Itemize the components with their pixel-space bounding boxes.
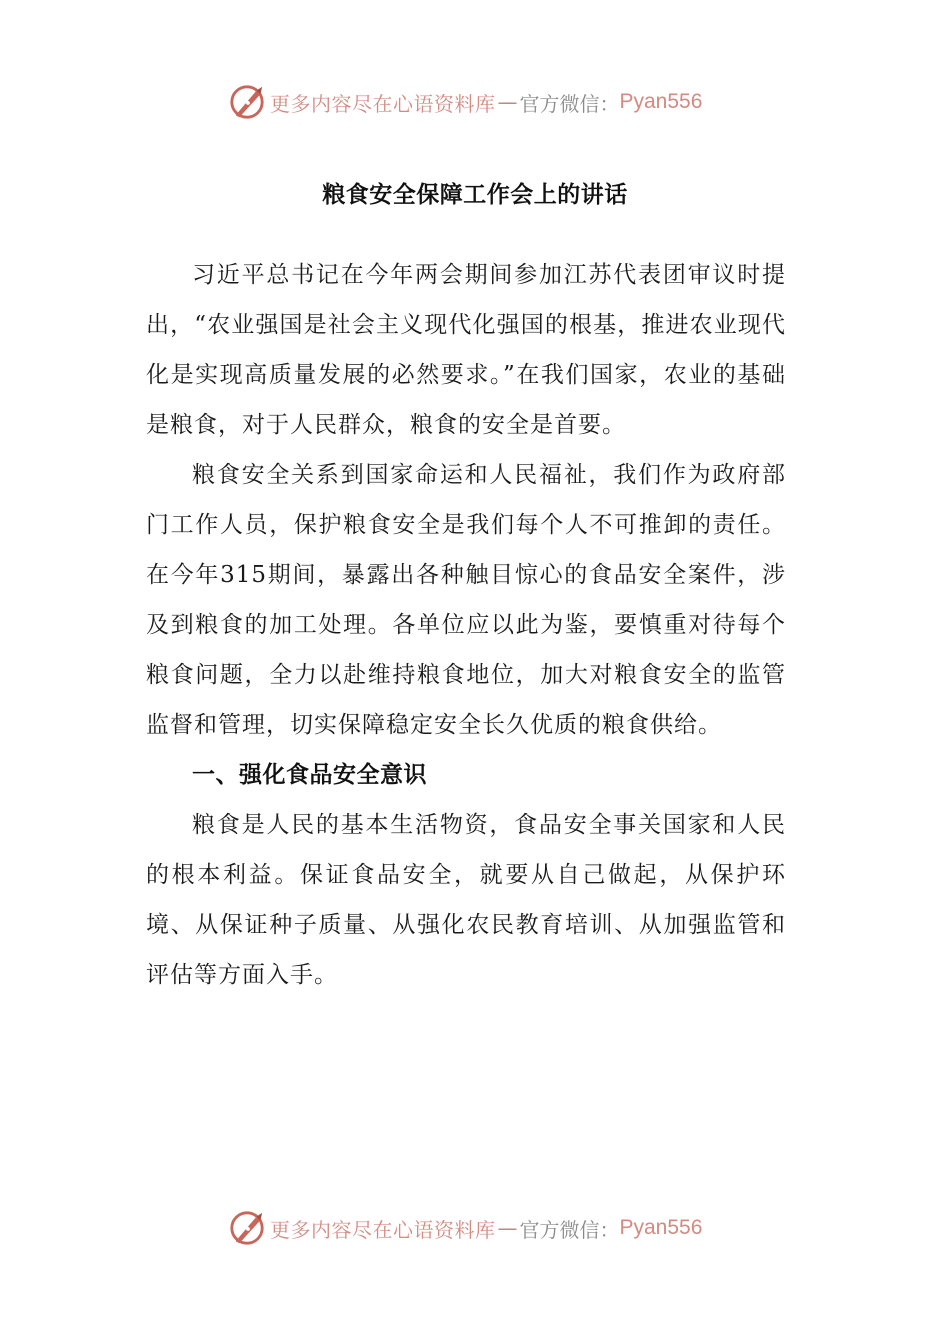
watermark-wechat-label: 官方微信： <box>519 1217 620 1242</box>
section-heading-1: 一、强化食品安全意识 <box>192 762 427 788</box>
document-body <box>146 250 786 1000</box>
pen-nib-logo-icon <box>228 1209 266 1247</box>
body-paragraph-2: 粮食安全关系到国家命运和人民福祉，我们作为政府部门工作人员，保护粮食安全是我们每个人不可推卸的责任。在今年315期间，暴露出各种触目惊心的食品安全案件，涉及到粮食的加工处理。各单位应以此为鉴，要慎重对待每个粮食问题，全力以赴维持粮食地位，加大对粮食安全的监管监督和管理，切实保障稳定安全长久优质的粮食供给。 <box>146 462 786 738</box>
document-title: 粮食安全保障工作会上的讲话 <box>322 182 628 208</box>
section-1-paragraph: 粮食是人民的基本生活物资，食品安全事关国家和人民的根本利益。保证食品安全，就要从自己做起，从保护环境、从保证种子质量、从强化农民教育培训、从加强监管和评估等方面入手。 <box>146 812 786 988</box>
pen-nib-logo-icon <box>228 83 266 121</box>
watermark-wechat-id: Pyan556 <box>619 90 703 113</box>
body-paragraph-1: 习近平总书记在今年两会期间参加江苏代表团审议时提出，“农业强国是社会主义现代化强国的根基，推进农业现代化是实现高质量发展的必然要求。”在我们国家，农业的基础是粮食，对于人民群众，粮食的安全是首要。 <box>146 262 786 438</box>
watermark-text: 更多内容尽在心语资料库 <box>270 1217 496 1242</box>
watermark-separator: — <box>497 90 518 114</box>
header-watermark-banner <box>228 82 728 122</box>
watermark-text: 更多内容尽在心语资料库 <box>270 91 496 116</box>
watermark-wechat-label: 官方微信： <box>519 91 620 116</box>
watermark-wechat-id: Pyan556 <box>619 1216 703 1239</box>
watermark-separator: — <box>497 1216 518 1240</box>
footer-watermark-banner <box>228 1208 728 1248</box>
